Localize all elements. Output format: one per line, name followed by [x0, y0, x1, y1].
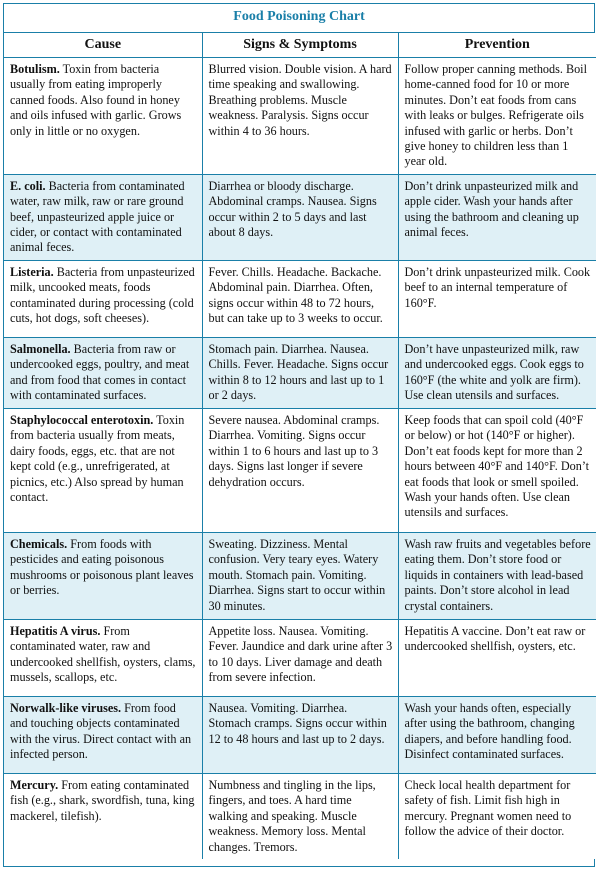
table-row: [4, 58, 596, 175]
table-row: [4, 337, 596, 408]
prevention-cell: Wash your hands often, especially after using the bathroom, changing diapers, and before handling food. Disinfect contaminated surfaces.: [398, 696, 596, 773]
illness-name: Staphylococcal enterotoxin.: [10, 412, 154, 427]
chart-title: Food Poisoning Chart: [4, 4, 594, 33]
cause-text: Toxin from bacteria usually from eating improperly canned foods. Also found in honey and oils infused with garlic. Grows only in little or no oxygen.: [10, 62, 182, 138]
prevention-cell: Don’t have unpasteurized milk, raw and undercooked eggs. Cook eggs to 160°F (the white and yolk are firm). Use clean utensils and surfaces.: [398, 337, 596, 408]
signs-cell: Nausea. Vomiting. Diarrhea. Stomach cramps. Signs occur within 12 to 48 hours and last up to 2 days.: [202, 696, 398, 773]
food-poisoning-table: [4, 33, 596, 859]
table-row: [4, 696, 596, 773]
prevention-cell: Hepatitis A vaccine. Don’t eat raw or undercooked shellfish, oysters, etc.: [398, 619, 596, 696]
prevention-cell: Follow proper canning methods. Boil home-canned food for 10 or more minutes. Don’t eat foods from cans with leaks or bulges. Refrigerate oils infused with garlic or herbs. Don’t give honey to children less than 1 year old.: [398, 58, 596, 175]
cause-cell: [4, 174, 202, 260]
table-row: [4, 260, 596, 337]
cause-text: From foods with pesticides and eating poisonous mushrooms or poisonous plant leaves or berries.: [10, 536, 194, 598]
illness-name: E. coli.: [10, 178, 46, 193]
cause-text: Bacteria from raw or undercooked eggs, poultry, and meat and from food that comes in contact with contaminated surfaces.: [10, 341, 190, 403]
cause-cell: [4, 58, 202, 175]
prevention-cell: Don’t drink unpasteurized milk and apple cider. Wash your hands after using the bathroom and cleaning up animal feces.: [398, 174, 596, 260]
header-signs-symptoms: Signs & Symptoms: [202, 33, 398, 58]
signs-cell: Diarrhea or bloody discharge. Abdominal cramps. Nausea. Signs occur within 2 to 5 days and last about 8 days.: [202, 174, 398, 260]
cause-cell: [4, 619, 202, 696]
prevention-cell: Don’t drink unpasteurized milk. Cook beef to an internal temperature of 160°F.: [398, 260, 596, 337]
cause-text: Bacteria from contaminated water, raw milk, raw or rare ground beef, unpasteurized apple juice or cider, or contact with contaminated animal feces.: [10, 178, 185, 255]
header-cause: Cause: [4, 33, 202, 58]
prevention-cell: Check local health department for safety of fish. Limit fish high in mercury. Pregnant women need to follow the advice of their doctor.: [398, 773, 596, 859]
illness-name: Norwalk-like viruses.: [10, 700, 122, 715]
cause-cell: [4, 696, 202, 773]
illness-name: Hepatitis A virus.: [10, 623, 101, 638]
header-row: [4, 33, 596, 58]
cause-cell: [4, 773, 202, 859]
prevention-cell: Wash raw fruits and vegetables before eating them. Don’t store food or liquids in containers with lead-based paints. Don’t store alcohol in lead crystal containers.: [398, 532, 596, 619]
table-row: [4, 174, 596, 260]
header-prevention: Prevention: [398, 33, 596, 58]
food-poisoning-chart: [3, 3, 595, 867]
cause-cell: [4, 532, 202, 619]
illness-name: Mercury.: [10, 777, 59, 792]
cause-text: Toxin from bacteria usually from meats, dairy foods, eggs, etc. that are not kept cold (e.g., unrefrigerated, at picnics, etc.) Also spread by human contact.: [10, 412, 185, 504]
illness-name: Chemicals.: [10, 536, 68, 551]
illness-name: Botulism.: [10, 62, 60, 76]
cause-cell: [4, 337, 202, 408]
cause-cell: [4, 260, 202, 337]
illness-name: Salmonella.: [10, 341, 71, 356]
signs-cell: Fever. Chills. Headache. Backache. Abdominal pain. Diarrhea. Often, signs occur within 48 to 72 hours, but can take up to 3 weeks to occur.: [202, 260, 398, 337]
signs-cell: Numbness and tingling in the lips, fingers, and toes. A hard time walking and speaking. Muscle weakness. Memory loss. Mental changes. Tremors.: [202, 773, 398, 859]
signs-cell: Stomach pain. Diarrhea. Nausea. Chills. Fever. Headache. Signs occur within 8 to 12 hours and last up to 1 or 2 days.: [202, 337, 398, 408]
signs-cell: Appetite loss. Nausea. Vomiting. Fever. Jaundice and dark urine after 3 to 10 days. Liver damage and death from severe infection.: [202, 619, 398, 696]
cause-text: From food and touching objects contaminated with the virus. Direct contact with an infected person.: [10, 700, 192, 762]
signs-cell: Blurred vision. Double vision. A hard time speaking and swallowing. Breathing problems. Muscle weakness. Paralysis. Signs occur within 4 to 36 hours.: [202, 58, 398, 175]
cause-text: From eating contaminated fish (e.g., shark, swordfish, tuna, king mackerel, tilefish).: [10, 777, 195, 823]
table-row: [4, 619, 596, 696]
cause-text: Bacteria from unpasteurized milk, uncooked meats, foods contaminated during processing (cold cuts, hot dogs, soft cheeses).: [10, 264, 195, 326]
cause-cell: [4, 408, 202, 532]
table-row: [4, 773, 596, 859]
cause-text: From contaminated water, raw and undercooked shellfish, oysters, clams, mussels, scallops, etc.: [10, 623, 196, 685]
prevention-cell: Keep foods that can spoil cold (40°F or below) or hot (140°F or higher). Don’t eat foods kept for more than 2 hours between 40°F and 140°F. Don’t eat foods that look or smell spoiled. Wash your hands often. Use clean utensils and surfaces.: [398, 408, 596, 532]
table-row: [4, 408, 596, 532]
illness-name: Listeria.: [10, 264, 54, 279]
signs-cell: Sweating. Dizziness. Mental confusion. Very teary eyes. Watery mouth. Stomach pain. Vomiting. Diarrhea. Signs start to occur within 30 minutes.: [202, 532, 398, 619]
table-row: [4, 532, 596, 619]
signs-cell: Severe nausea. Abdominal cramps. Diarrhea. Vomiting. Signs occur within 1 to 6 hours and last up to 3 days. Signs last longer if severe dehydration occurs.: [202, 408, 398, 532]
